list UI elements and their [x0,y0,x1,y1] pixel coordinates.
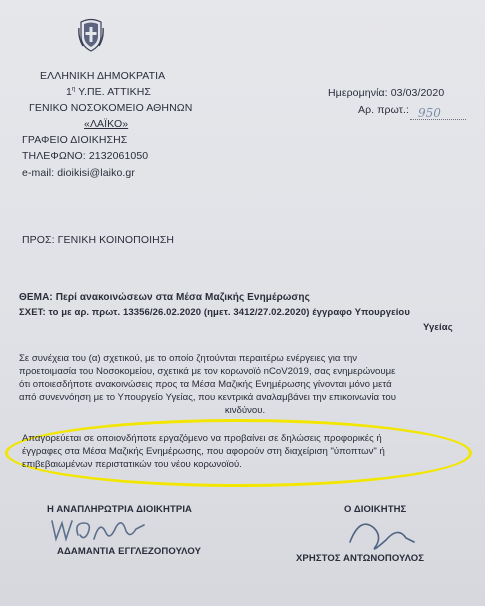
protocol-number: 950 [418,106,441,120]
subject-reference-cont: Υγείας [423,322,453,333]
header-phone: ΤΗΛΕΦΩΝΟ: 2132061050 [22,150,149,162]
subject-thema: ΘΕΜΑ: Περί ανακοινώσεων στα Μέσα Μαζικής Ενημέρωσης [19,292,310,303]
paragraph-line: Απαγορεύεται σε οποιονδήποτε εργαζόμενο να προβαίνει σε δηλώσεις προφορικές ή [22,433,382,444]
header-office: ΓΡΑΦΕΙΟ ΔΙΟΙΚΗΣΗΣ [22,134,128,146]
paragraph-line: ότι οποιεσδήποτε ανακοινώσεις προς τα Μέσα Μαζικής Ενημέρωσης γίνονται μόνο μετά [19,379,392,390]
header-region: $1^\eta$ Υ.ΠΕ. ΑΤΤΙΚΗΣ [66,86,151,98]
left-signatory-title: Η ΑΝΑΠΛΗΡΩΤΡΙΑ ΔΙΟΙΚΗΤΡΙΑ [47,504,193,515]
protocol-underline [410,119,466,120]
right-signatory-name: ΧΡΗΣΤΟΣ ΑΝΤΩΝΟΠΟΥΛΟΣ [296,553,425,564]
header-email: e-mail: dioikisi@laiko.gr [22,167,135,179]
body-paragraph-2 [22,432,468,471]
paragraph-line: έγγραφες στα Μέσα Μαζικής Ενημέρωσης, που αφορούν στη διαχείριση "ύποπτων" ή [22,446,385,457]
paragraph-line: από συνεννόηση με το Υπουργείο Υγείας, που κεντρικά αναλαμβάνει την επικοινωνία του [19,392,396,403]
right-handwritten-signature [340,512,420,556]
paragraph-line: κινδύνου. [224,405,266,416]
header-country: ΕΛΛΗΝΙΚΗ ΔΗΜΟΚΡΑΤΙΑ [40,70,166,82]
left-signatory-name: ΑΔΑΜΑΝΤΙΑ ΕΓΓΛΕΖΟΠΟΥΛΟΥ [57,546,202,557]
header-hospital: ΓΕΝΙΚΟ ΝΟΣΟΚΟΜΕΙΟ ΑΘΗΝΩΝ [29,102,193,114]
header-hospital-name: «ΛΑΪΚΟ» [84,118,129,130]
greek-coat-of-arms-icon [78,18,104,52]
recipient: ΠΡΟΣ: ΓΕΝΙΚΗ ΚΟΙΝΟΠΟΙΗΣΗ [22,234,175,246]
document-date: Ημερομηνία: 03/03/2020 [328,87,445,99]
paragraph-line: επιβεβαιωμένων περιστατικών του νέου κορωνοϊού. [22,459,242,470]
subject-reference: ΣΧΕΤ: το με αρ. πρωτ. 13356/26.02.2020 (ημετ. 3412/27.02.2020) έγγραφο Υπουργείου [19,307,410,318]
left-handwritten-signature [44,513,154,545]
paragraph-line: προετοιμασία του Νοσοκομείου, σχετικά με τον κορωνοϊό nCoV2019, σας ενημερώνουμε [19,366,396,377]
protocol-label: Αρ. πρωτ.: [358,104,410,116]
paragraph-line: Σε συνέχεια του (α) σχετικού, με το οποίο ζητούνται περαιτέρω ενέργειες για την [19,353,358,364]
body-paragraph-1 [19,352,471,417]
right-signatory-title: Ο ΔΙΟΙΚΗΤΗΣ [344,504,407,515]
